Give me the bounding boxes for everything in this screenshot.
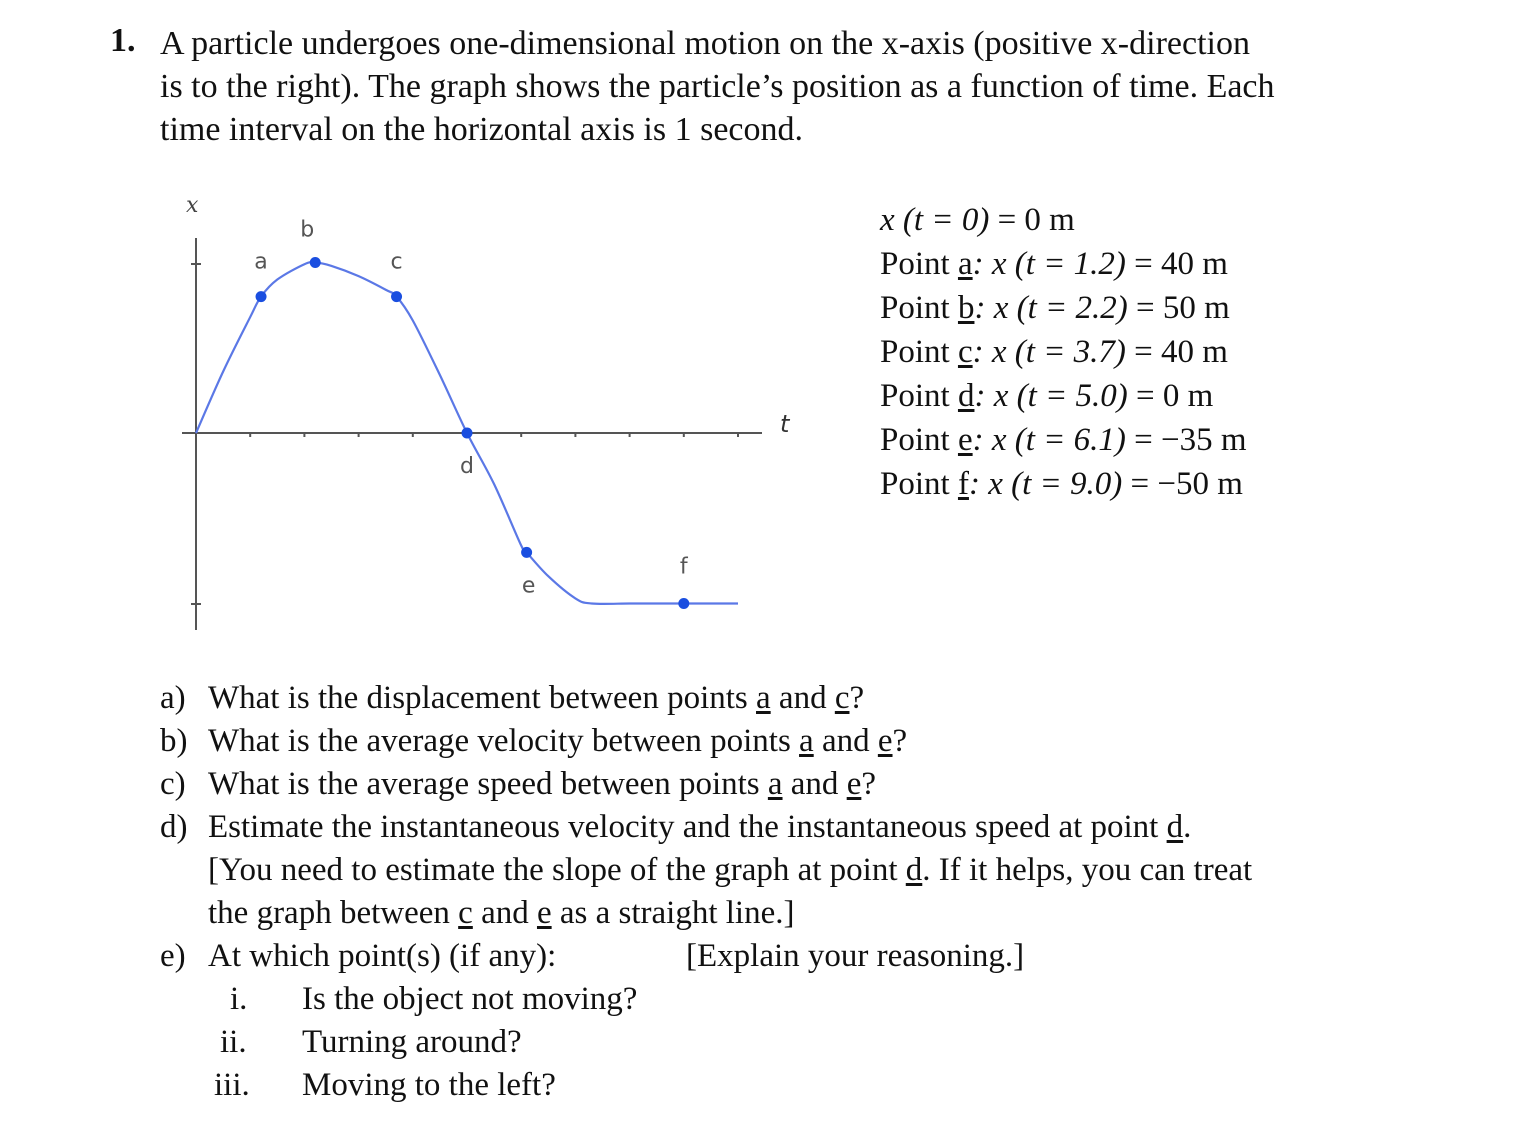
sub-question-numeral: i. — [230, 981, 248, 1017]
point-e-marker — [521, 547, 532, 558]
question-e-text: At which point(s) (if any): — [208, 938, 557, 974]
point-ref: d — [905, 852, 923, 888]
question-b-part: What is the average velocity between points — [208, 723, 800, 759]
point-ref: f — [957, 466, 969, 502]
question-d-part: the graph between — [208, 895, 459, 931]
question-e-note: [Explain your reasoning.] — [686, 938, 1025, 974]
question-a-part: What is the displacement between points — [208, 680, 757, 716]
given-value-line — [880, 378, 1213, 415]
problem-intro-line-2: is to the right). The graph shows the particle’s position as a function of time. Each — [160, 68, 1275, 105]
question-d-part: . — [1183, 809, 1192, 845]
sub-question-text: Moving to the left? — [302, 1067, 556, 1103]
point-ref: a — [957, 246, 973, 282]
given-value-prefix: Point — [880, 466, 958, 502]
question-d-part: . If it helps, you can treat — [922, 852, 1253, 888]
point-c-label: c — [390, 249, 403, 275]
given-value-expression: : x (t = 3.7) — [972, 334, 1126, 370]
given-value-expression: : x (t = 1.2) — [972, 246, 1126, 282]
given-value-expression: : x (t = 6.1) — [972, 422, 1126, 458]
point-a-label: a — [254, 249, 268, 275]
point-f-marker — [678, 598, 689, 609]
given-value-prefix: Point — [880, 246, 958, 282]
given-value-expression: : x (t = 2.2) — [974, 290, 1128, 326]
point-ref: c — [458, 895, 473, 931]
question-d-part: [You need to estimate the slope of the graph at point — [208, 852, 906, 888]
point-ref: e — [877, 723, 893, 759]
given-value-line — [880, 422, 1247, 459]
point-c-marker — [391, 291, 402, 302]
given-value-line — [880, 334, 1228, 371]
given-value-prefix: Point — [880, 334, 958, 370]
given-value-result: = 0 m — [1127, 378, 1214, 414]
question-b-marker: b) — [160, 723, 188, 759]
point-ref: c — [957, 334, 973, 370]
given-value-expression: x (t = 0) — [880, 202, 990, 238]
question-d-part: as a straight line.] — [551, 895, 795, 931]
question-a-text — [208, 680, 864, 717]
question-b-text — [208, 723, 907, 760]
given-value-prefix: Point — [880, 422, 958, 458]
question-d-hint-line-2 — [208, 895, 794, 932]
given-value-result: = −35 m — [1125, 422, 1247, 458]
question-b-part: and — [813, 723, 878, 759]
point-ref: e — [536, 895, 552, 931]
given-value-result: = 40 m — [1125, 334, 1228, 370]
sub-question-text: Is the object not moving? — [302, 981, 638, 1017]
problem-number: 1. — [110, 22, 136, 59]
given-value-prefix: Point — [880, 290, 958, 326]
given-value-prefix: Point — [880, 378, 958, 414]
question-c-part: and — [782, 766, 847, 802]
sub-question-numeral: ii. — [220, 1024, 247, 1060]
point-ref: b — [957, 290, 975, 326]
given-value-expression: : x (t = 9.0) — [968, 466, 1123, 502]
question-c-text — [208, 766, 876, 803]
question-d-part: and — [472, 895, 537, 931]
given-value-result: = 40 m — [1125, 246, 1228, 282]
point-d-marker — [462, 428, 473, 439]
question-c-part: ? — [861, 766, 876, 802]
point-ref: a — [767, 766, 783, 802]
point-f-label: f — [679, 554, 688, 580]
given-value-result: = −50 m — [1122, 466, 1243, 502]
given-value-line — [880, 246, 1228, 283]
point-ref: e — [846, 766, 862, 802]
point-ref: a — [799, 723, 814, 759]
problem-intro-line-1: A particle undergoes one-dimensional motion on the x-axis (positive x-direction — [160, 25, 1250, 62]
point-a-marker — [256, 291, 267, 302]
question-d-part: Estimate the instantaneous velocity and the instantaneous speed at point — [208, 809, 1167, 845]
y-axis-label: x — [186, 193, 199, 218]
question-e-marker: e) — [160, 938, 186, 974]
question-b-part: ? — [892, 723, 908, 759]
data-points — [254, 218, 689, 610]
given-value-expression: : x (t = 5.0) — [974, 378, 1128, 414]
given-value-result: = 0 m — [989, 202, 1075, 238]
position-time-graph — [0, 0, 820, 660]
point-ref: e — [957, 422, 973, 458]
sub-question-numeral: iii. — [214, 1067, 250, 1103]
given-value-line — [880, 290, 1230, 327]
point-ref: c — [834, 680, 850, 716]
given-value-line — [880, 202, 1075, 239]
question-d-marker: d) — [160, 809, 188, 845]
x-axis-label: t — [780, 410, 790, 438]
point-b-label: b — [300, 217, 315, 243]
problem-intro-line-3: time interval on the horizontal axis is 1 second. — [160, 111, 804, 148]
question-a — [160, 680, 186, 717]
given-value-line — [880, 466, 1243, 503]
question-a-part: and — [770, 680, 835, 716]
point-e-label: e — [521, 573, 536, 599]
point-ref: a — [756, 680, 771, 716]
question-d-text — [208, 809, 1191, 846]
question-a-part: ? — [849, 680, 865, 716]
question-c-marker: c) — [160, 766, 186, 802]
question-d-hint-line-1 — [208, 852, 1252, 889]
given-value-result: = 50 m — [1127, 290, 1230, 326]
point-ref: d — [1166, 809, 1184, 845]
sub-question-text: Turning around? — [302, 1024, 522, 1060]
point-b-marker — [310, 257, 321, 268]
question-a-marker: a) — [160, 680, 186, 716]
point-ref: d — [957, 378, 975, 414]
point-d-label: d — [460, 454, 474, 479]
question-c-part: What is the average speed between points — [208, 766, 768, 802]
